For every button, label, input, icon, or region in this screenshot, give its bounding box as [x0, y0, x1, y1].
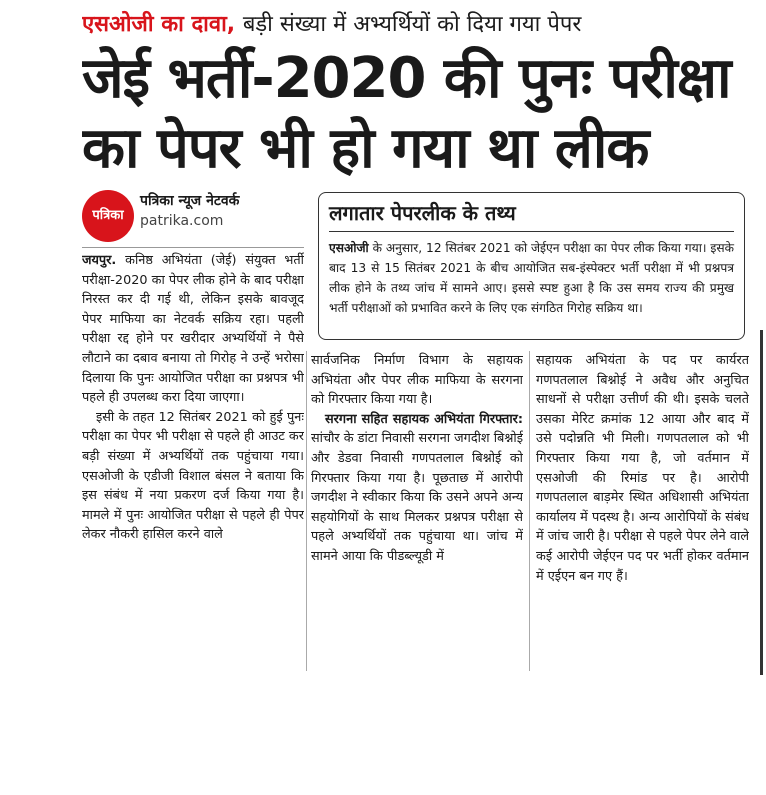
byline — [140, 191, 310, 231]
byline-agency: पत्रिका न्यूज नेटवर्क — [140, 193, 240, 209]
fact-box — [318, 192, 745, 340]
paragraph-text: कनिष्ठ अभियंता (जेई) संयुक्त भर्ती परीक्षा-2020 का पेपर लीक होने के बाद परीक्षा निरस्त कर दी गई थी, लेकिन इसके बावजूद पेपर माफिया का नेटवर्क सक्रिय रहा। पहली परीक्षा रद्द होने पर खरीदार अभ्यर्थियों ने पैसे लौटाने का दबाव बनाया तो गिरोह ने उन्हें भरोसा दिलाया कि पुनः आयोजित परीक्षा का प्रश्नपत्र भी पहले ही उपलब्ध करा दिया जाएगा। — [82, 253, 304, 406]
article-column-2 — [311, 351, 523, 671]
patrika-logo: पत्रिका — [82, 190, 134, 242]
article-column-1 — [82, 251, 304, 671]
fact-box-lead: एसओजी — [329, 241, 369, 255]
paragraph: सार्वजनिक निर्माण विभाग के सहायक अभियंता और पेपर लीक माफिया के सरगना को गिरफ्तार किया गया है। — [311, 353, 523, 408]
paragraph-text: सांचौर के डांटा निवासी सरगना जगदीश बिश्नोई और डेडवा निवासी गणपतलाल बिश्नोई को गिरफ्तार किया गया है। पूछताछ में आरोपी जगदीश ने स्वीकार किया कि उसने अपने अन्य सहयोगियों के साथ मिलकर प्रश्नपत्र परीक्षा से पहले अभ्यर्थियों तक पहुंचाया था। जांच में सामने आया कि पीडब्ल्यूडी में — [311, 431, 523, 564]
column-rule — [529, 351, 530, 671]
kicker-text: बड़ी संख्या में अभ्यर्थियों को दिया गया पेपर — [242, 12, 582, 37]
paragraph — [82, 251, 304, 408]
paragraph: सहायक अभियंता के पद पर कार्यरत गणपतलाल बिश्नोई ने अवैध और अनुचित साधनों से परीक्षा उत्तीर्ण की थी। इसके चलते उसका मेरिट क्रमांक 12 आया और बाद में उसे पदोन्नति भी मिली। गणपतलाल को भी गिरफ्तार किया गया है, जो वर्तमान में एसओजी की रिमांड पर है। आरोपी गणपतलाल बाड़मेर स्थित अधिशासी अभियंता कार्यालय में पदस्थ है। अन्य आरोपियों के संबंध में जांच जारी है। परीक्षा से पहले पेपर लेने वाले कई आरोपी जेईएन पद पर भर्ती होकर वर्तमान में एईएन बन गए हैं। — [536, 353, 749, 584]
article-column-3 — [536, 351, 749, 671]
dateline: जयपुर. — [82, 253, 117, 268]
column-rule — [306, 351, 307, 671]
headline — [82, 44, 752, 186]
byline-site: patrika.com — [140, 213, 224, 229]
kicker-red: एसओजी का दावा, — [82, 12, 236, 37]
page-edge-rule — [760, 330, 763, 675]
headline-line-1: जेई भर्ती-2020 की पुनः परीक्षा — [82, 46, 731, 111]
subhead: सरगना सहित सहायक अभियंता गिरफ्तार: — [325, 411, 523, 427]
fact-box-title: लगातार पेपरलीक के तथ्य — [329, 199, 734, 232]
headline-line-2: का पेपर भी हो गया था लीक — [82, 116, 649, 181]
fact-box-text: के अनुसार, 12 सितंबर 2021 को जेईएन परीक्षा का पेपर लीक किया गया। इसके बाद 13 से 15 सितंबर 2021 के बीच आयोजित सब-इंस्पेक्टर भर्ती परीक्षा में भी प्रश्नपत्र लीक होने के तथ्य जांच में सामने आए। इससे स्पष्ट हुआ है कि उस समय राज्य की प्रमुख भर्ती परीक्षाओं को प्रभावित करने के लिए एक संगठित गिरोह सक्रिय था। — [329, 241, 734, 315]
paragraph — [311, 410, 523, 567]
fact-box-body — [329, 238, 734, 318]
paragraph: इसी के तहत 12 सितंबर 2021 को हुई पुनः परीक्षा का पेपर भी परीक्षा से पहले ही आउट कर बड़ी संख्या में अभ्यर्थियों तक पहुंचाया गया। एसओजी के एडीजी विशाल बंसल ने बताया कि इस संबंध में नया प्रकरण दर्ज किया गया है। मामले में पुनः आयोजित परीक्षा से पहले ही पेपर लेकर नौकरी हासिल करने वाले — [82, 409, 304, 543]
kicker — [82, 8, 722, 42]
byline-divider — [82, 247, 304, 248]
